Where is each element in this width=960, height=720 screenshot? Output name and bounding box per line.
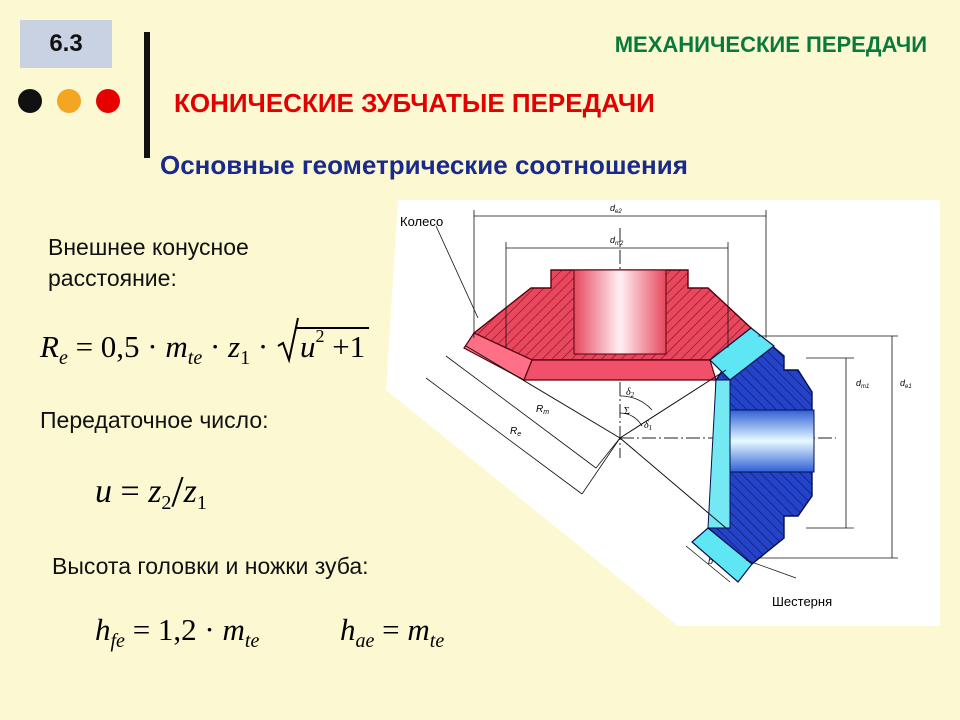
section-header: МЕХАНИЧЕСКИЕ ПЕРЕДАЧИ: [614, 32, 927, 57]
black-dot-icon: [18, 89, 42, 113]
wheel-tooth-bottom: [524, 360, 716, 380]
vertical-divider: [144, 32, 150, 158]
slide-title: КОНИЧЕСКИЕ ЗУБЧАТЫЕ ПЕРЕДАЧИ: [174, 88, 655, 118]
cone-distance-label: Внешнее конусное расстояние:: [48, 234, 249, 291]
dim-de2-label: $d_{e2}$: [610, 203, 622, 215]
orange-dot-icon: [57, 89, 81, 113]
angle-sigma-label: Σ: [624, 406, 630, 417]
red-dot-icon: [96, 89, 120, 113]
slide-subtitle: Основные геометрические соотношения: [160, 150, 688, 180]
bevel-gear-diagram: [386, 198, 940, 628]
diagram-background: [386, 200, 940, 626]
dedendum-formula: $h_{fe} = 1,2 \cdot m_{te}$: [95, 612, 260, 652]
addendum-formula: $h_{ae} = m_{te}$: [340, 612, 445, 652]
sqrt-sign-icon: [276, 316, 300, 366]
tooth-height-label: Высота головки и ножки зуба:: [52, 553, 369, 579]
dim-dm1-label: $d_{m1}$: [856, 378, 870, 390]
dim-dm2-label: $d_{m2}$: [610, 235, 624, 247]
dim-rm-label: $R_m$: [536, 404, 550, 416]
angle-delta1-label: $\delta_1$: [644, 420, 653, 432]
dim-re-label: $R_e$: [510, 426, 522, 438]
ratio-formula: $u = z_2/z_1$: [95, 467, 207, 516]
dim-b-label: b: [708, 556, 714, 566]
dim-de1-label: $d_{e1}$: [900, 378, 912, 390]
wheel-label: Колесо: [400, 214, 444, 229]
slide-number-badge: [20, 20, 112, 68]
pinion-hub: [722, 410, 814, 472]
angle-delta2-label: $\delta_2$: [626, 387, 635, 399]
pinion-label: Шестерня: [772, 594, 833, 609]
cone-distance-formula: $R_e = 0,5 \cdot m_{te} \cdot z_1$ · $u^2 +1$: [40, 326, 369, 370]
slide-number: 6.3: [49, 30, 83, 57]
wheel-hub: [574, 270, 666, 354]
ratio-label: Передаточное число:: [40, 407, 269, 433]
